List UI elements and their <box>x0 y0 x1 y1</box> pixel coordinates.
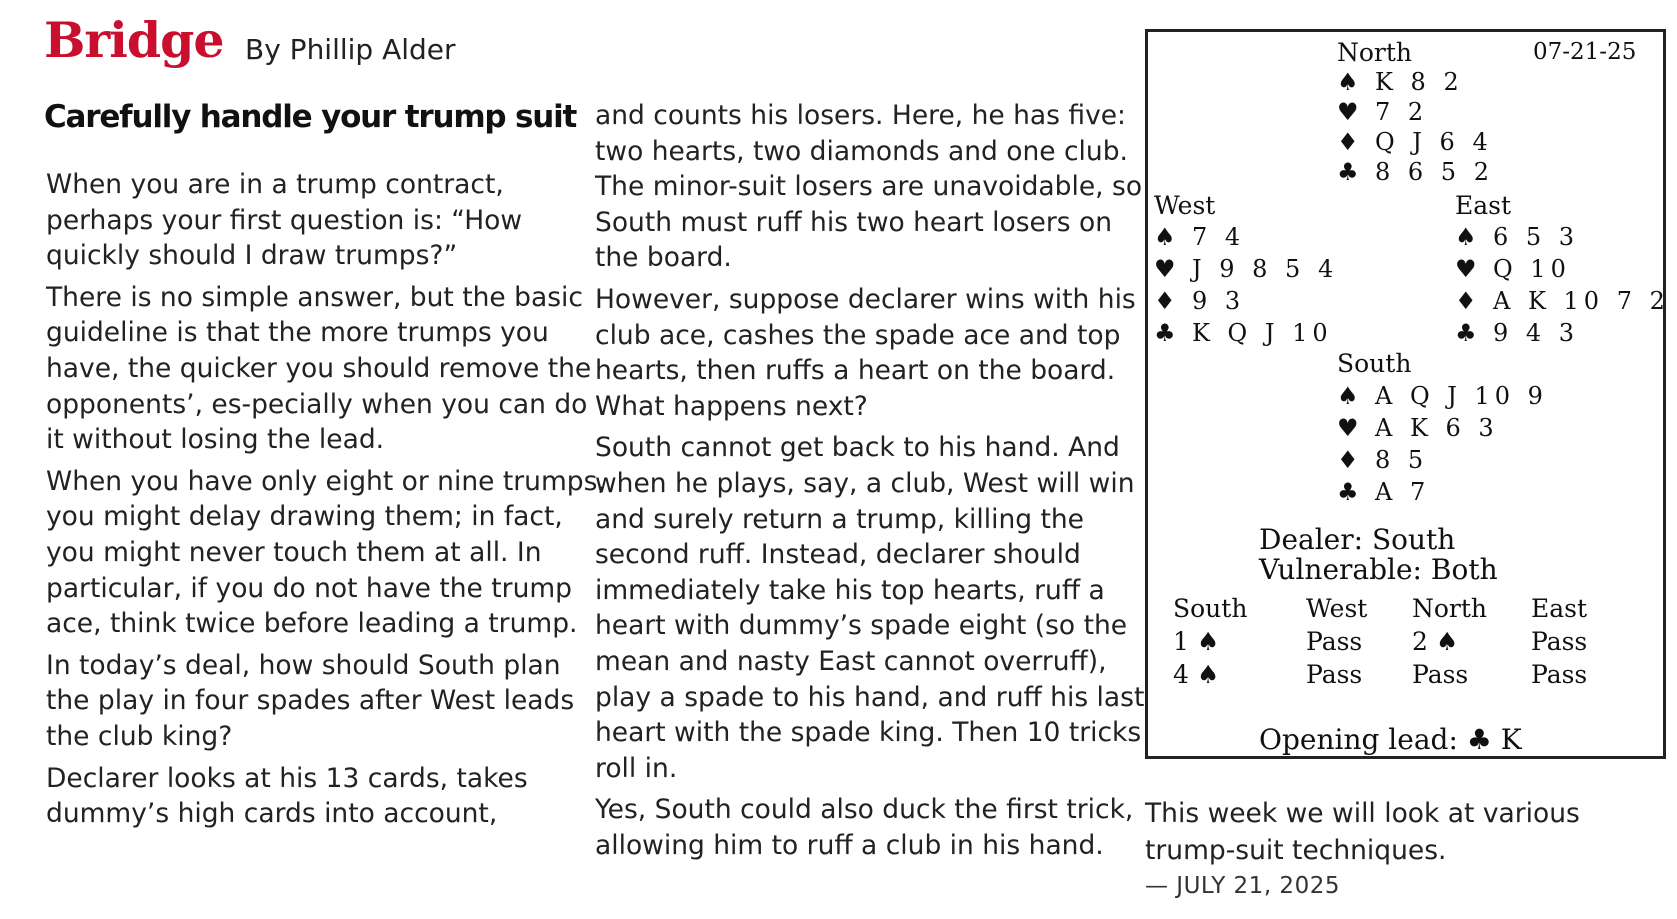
auction-header-east: East <box>1531 594 1588 623</box>
east-spades-cards: 6 5 3 <box>1493 223 1580 251</box>
east-spades <box>1455 225 1579 249</box>
auction-bid: 1 ♠ <box>1173 627 1220 656</box>
east-diamonds <box>1455 289 1670 313</box>
south-spades-cards: A Q J 10 9 <box>1375 382 1548 410</box>
auction-header-south: South <box>1173 594 1248 623</box>
auction-bid: Pass <box>1531 627 1588 656</box>
paragraph: However, suppose declarer wins with his club ace, cashes the spade ace and top hearts, then ruffs a heart on the board. What happens next? <box>595 283 1136 422</box>
west-hearts <box>1154 257 1338 281</box>
heart-icon: ♥ <box>1337 98 1359 126</box>
north-diamonds-cards: Q J 6 4 <box>1375 128 1493 156</box>
east-clubs-cards: 9 4 3 <box>1493 319 1580 347</box>
vulnerability-info: Vulnerable: Both <box>1259 553 1498 586</box>
auction-bid: Pass <box>1531 660 1588 689</box>
east-label: East <box>1455 191 1512 220</box>
north-clubs-cards: 8 6 5 2 <box>1375 158 1494 186</box>
headline: Carefully handle your trump suit <box>44 99 577 135</box>
deal-diagram <box>1145 29 1670 759</box>
brand-title: Bridge <box>44 11 224 69</box>
article-column-2 <box>595 98 1155 869</box>
club-icon: ♣ <box>1337 478 1359 506</box>
auction-bid: Pass <box>1306 660 1363 689</box>
south-hearts <box>1337 416 1499 440</box>
heart-icon: ♥ <box>1154 255 1176 283</box>
heart-icon: ♥ <box>1337 414 1359 442</box>
west-diamonds <box>1154 289 1245 313</box>
north-diamonds <box>1337 130 1493 154</box>
north-spades <box>1337 70 1464 94</box>
paragraph: When you have only eight or nine trumps, you might delay drawing them; in fact, you might never touch them at all. In particular, if you do not have the trump ace, think twice before leading a trump. <box>46 465 606 640</box>
byline: By Phillip Alder <box>245 33 456 66</box>
dateline: — JULY 21, 2025 <box>1145 873 1340 899</box>
club-icon: ♣ <box>1455 319 1477 347</box>
west-spades <box>1154 225 1245 249</box>
diamond-icon: ♦ <box>1337 446 1359 474</box>
heart-icon: ♥ <box>1455 255 1477 283</box>
south-hearts-cards: A K 6 3 <box>1375 414 1499 442</box>
south-clubs <box>1337 480 1430 504</box>
west-clubs <box>1154 321 1333 345</box>
west-label: West <box>1154 191 1216 220</box>
east-hearts <box>1455 257 1571 281</box>
paragraph: Declarer looks at his 13 cards, takes dummy’s high cards into account, <box>46 762 528 830</box>
opening-lead: Opening lead: ♣ K <box>1259 723 1522 756</box>
deal-date: 07-21-25 <box>1533 39 1637 65</box>
paragraph: South cannot get back to his hand. And when he plays, say, a club, West will win and surely return a trump, killing the second ruff. Instead, declarer should immediately take his top hearts, ruff a heart with dummy’s spade eight (so the mean and nasty East cannot overruff), play a spade to his hand, and ruff his last heart with the spade king. Then 10 tricks roll in. <box>595 432 1145 784</box>
series-caption: This week we will look at various trump-suit techniques. <box>1145 798 1580 866</box>
spade-icon: ♠ <box>1337 382 1359 410</box>
auction-header-west: West <box>1306 594 1368 623</box>
auction-bid: 4 ♠ <box>1173 660 1220 689</box>
east-diamonds-cards: A K 10 7 2 <box>1493 287 1670 315</box>
west-diamonds-cards: 9 3 <box>1192 287 1246 315</box>
diamond-icon: ♦ <box>1337 128 1359 156</box>
north-clubs <box>1337 160 1494 184</box>
east-hearts-cards: Q 10 <box>1493 255 1571 283</box>
diamond-icon: ♦ <box>1455 287 1477 315</box>
auction-bid: Pass <box>1306 627 1363 656</box>
spade-icon: ♠ <box>1154 223 1176 251</box>
paragraph: There is no simple answer, but the basic guideline is that the more trumps you have, the quicker you should remove the opponents’, es-pecially when you can do it without losing the lead. <box>46 281 592 456</box>
club-icon: ♣ <box>1154 319 1176 347</box>
spade-icon: ♠ <box>1455 223 1477 251</box>
south-diamonds-cards: 8 5 <box>1375 446 1429 474</box>
north-hearts <box>1337 100 1428 124</box>
paragraph: In today’s deal, how should South plan the play in four spades after West leads the club king? <box>46 649 575 752</box>
paragraph: Yes, South could also duck the first trick, allowing him to ruff a club in his hand. <box>595 794 1134 861</box>
south-diamonds <box>1337 448 1428 472</box>
south-clubs-cards: A 7 <box>1375 478 1431 506</box>
dealer-info: Dealer: South <box>1259 523 1456 556</box>
west-hearts-cards: J 9 8 5 4 <box>1192 255 1339 283</box>
west-spades-cards: 7 4 <box>1192 223 1246 251</box>
article-column-1 <box>46 167 606 838</box>
east-clubs <box>1455 321 1579 345</box>
north-spades-cards: K 8 2 <box>1375 68 1464 96</box>
spade-icon: ♠ <box>1337 68 1359 96</box>
south-spades <box>1337 384 1548 408</box>
north-label: North <box>1337 38 1413 67</box>
north-hearts-cards: 7 2 <box>1375 98 1429 126</box>
auction-bid: Pass <box>1412 660 1469 689</box>
club-icon: ♣ <box>1337 158 1359 186</box>
diamond-icon: ♦ <box>1154 287 1176 315</box>
paragraph: and counts his losers. Here, he has five: two hearts, two diamonds and one club. The minor-suit losers are unavoidable, so South must ruff his two heart losers on the board. <box>595 100 1143 274</box>
paragraph: When you are in a trump contract, perhaps your first question is: “How quickly should I draw trumps?” <box>46 169 523 272</box>
auction-header-north: North <box>1412 594 1488 623</box>
auction-bid: 2 ♠ <box>1412 627 1459 656</box>
south-label: South <box>1337 349 1412 378</box>
west-clubs-cards: K Q J 10 <box>1192 319 1333 347</box>
